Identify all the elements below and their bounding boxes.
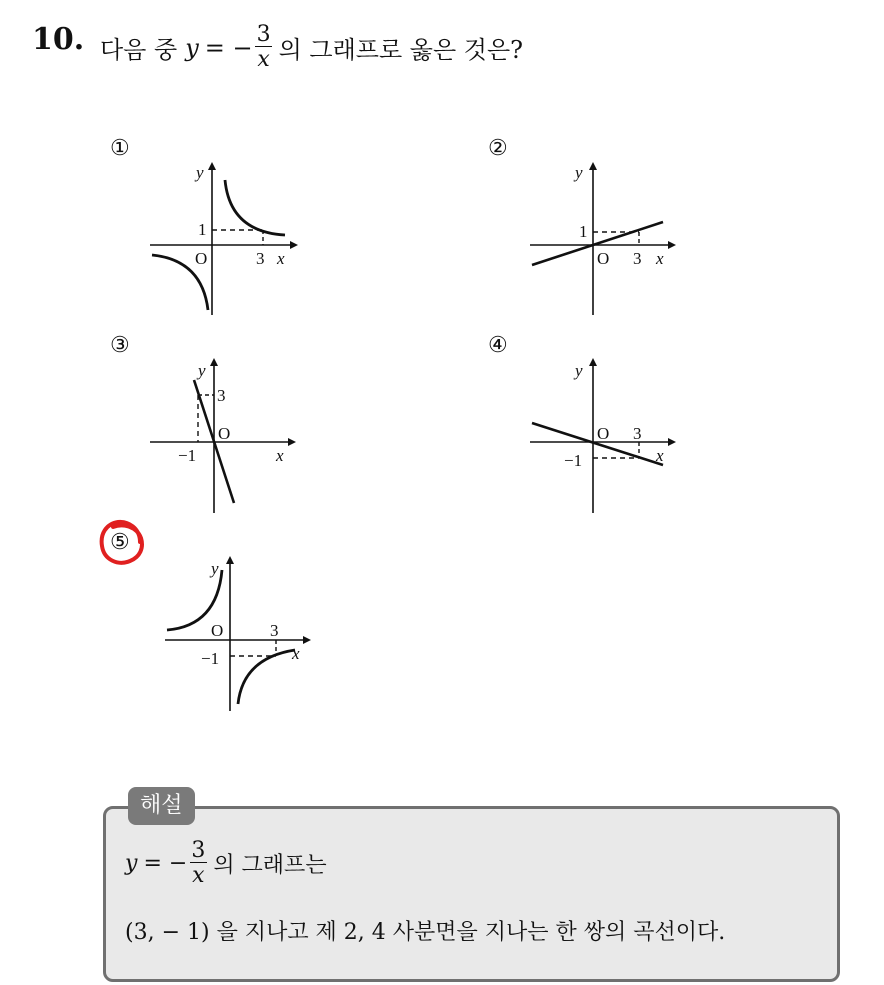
solution-fraction <box>189 840 207 887</box>
graph-4-x-label: x <box>656 446 664 465</box>
graph-2-y-label: y <box>575 163 583 182</box>
graph-2-tick-3: 3 <box>633 249 642 268</box>
graph-3-tick-3: 3 <box>217 386 226 405</box>
question-y-var: y <box>185 33 199 62</box>
graph-2-x-label: x <box>656 249 664 268</box>
graph-4-tick-3: 3 <box>633 424 642 443</box>
graph-1-tick-1: 1 <box>198 220 207 239</box>
graph-5-y-label: y <box>211 559 219 578</box>
graph-3-tick-neg1: −1 <box>178 446 197 465</box>
graph-1-y-label: y <box>196 163 204 182</box>
graph-2-origin: O <box>597 249 610 268</box>
graph-1-tick-3: 3 <box>256 249 265 268</box>
graph-3 <box>140 358 300 518</box>
graph-4-origin: O <box>597 424 610 443</box>
choice-5-label[interactable]: ⑤ <box>110 530 130 555</box>
solution-tag: 해설 <box>128 787 195 825</box>
question-suffix: 의 그래프로 옳은 것은? <box>278 36 524 64</box>
solution-y-var: y <box>125 851 138 876</box>
question-fraction <box>255 24 273 71</box>
graph-5 <box>155 556 315 716</box>
graph-5-x-label: x <box>292 644 300 663</box>
choice-3-label[interactable]: ③ <box>110 333 130 358</box>
graph-1-x-label: x <box>277 249 285 268</box>
graph-5-curve-q4 <box>238 650 295 704</box>
solution-box <box>103 806 840 982</box>
fraction-denominator: x <box>257 47 270 72</box>
graph-3-x-label: x <box>276 446 284 465</box>
solution-eq: = − <box>143 851 188 876</box>
graph-4-y-label: y <box>575 361 583 380</box>
solution-line-1 <box>125 840 327 887</box>
solution-fraction-numerator: 3 <box>191 838 206 863</box>
graph-3-y-label: y <box>198 361 206 380</box>
question-text <box>100 24 523 71</box>
choice-2-label[interactable]: ② <box>488 136 508 161</box>
choice-1-label[interactable]: ① <box>110 136 130 161</box>
question-prefix: 다음 중 <box>100 36 178 64</box>
graph-4 <box>520 358 680 518</box>
graph-1-curve-q1 <box>225 180 285 235</box>
solution-line-2: (3, − 1) 을 지나고 제 2, 4 사분면을 지나는 한 쌍의 곡선이다. <box>125 920 726 945</box>
solution-fraction-denominator: x <box>192 863 205 888</box>
question-number: 10. <box>32 22 85 57</box>
graph-4-tick-neg1: −1 <box>564 451 583 470</box>
graph-3-origin: O <box>218 424 231 443</box>
question-eq: = − <box>204 33 253 62</box>
graph-5-origin: O <box>211 621 224 640</box>
graph-1 <box>140 160 300 320</box>
fraction-numerator: 3 <box>256 22 271 47</box>
graph-5-tick-neg1: −1 <box>201 649 220 668</box>
solution-line-1-suffix: 의 그래프는 <box>213 853 327 878</box>
graph-2 <box>520 160 680 320</box>
graph-1-origin: O <box>195 249 208 268</box>
graph-2-tick-1: 1 <box>579 222 588 241</box>
choice-4-label[interactable]: ④ <box>488 333 508 358</box>
graph-5-tick-3: 3 <box>270 621 279 640</box>
